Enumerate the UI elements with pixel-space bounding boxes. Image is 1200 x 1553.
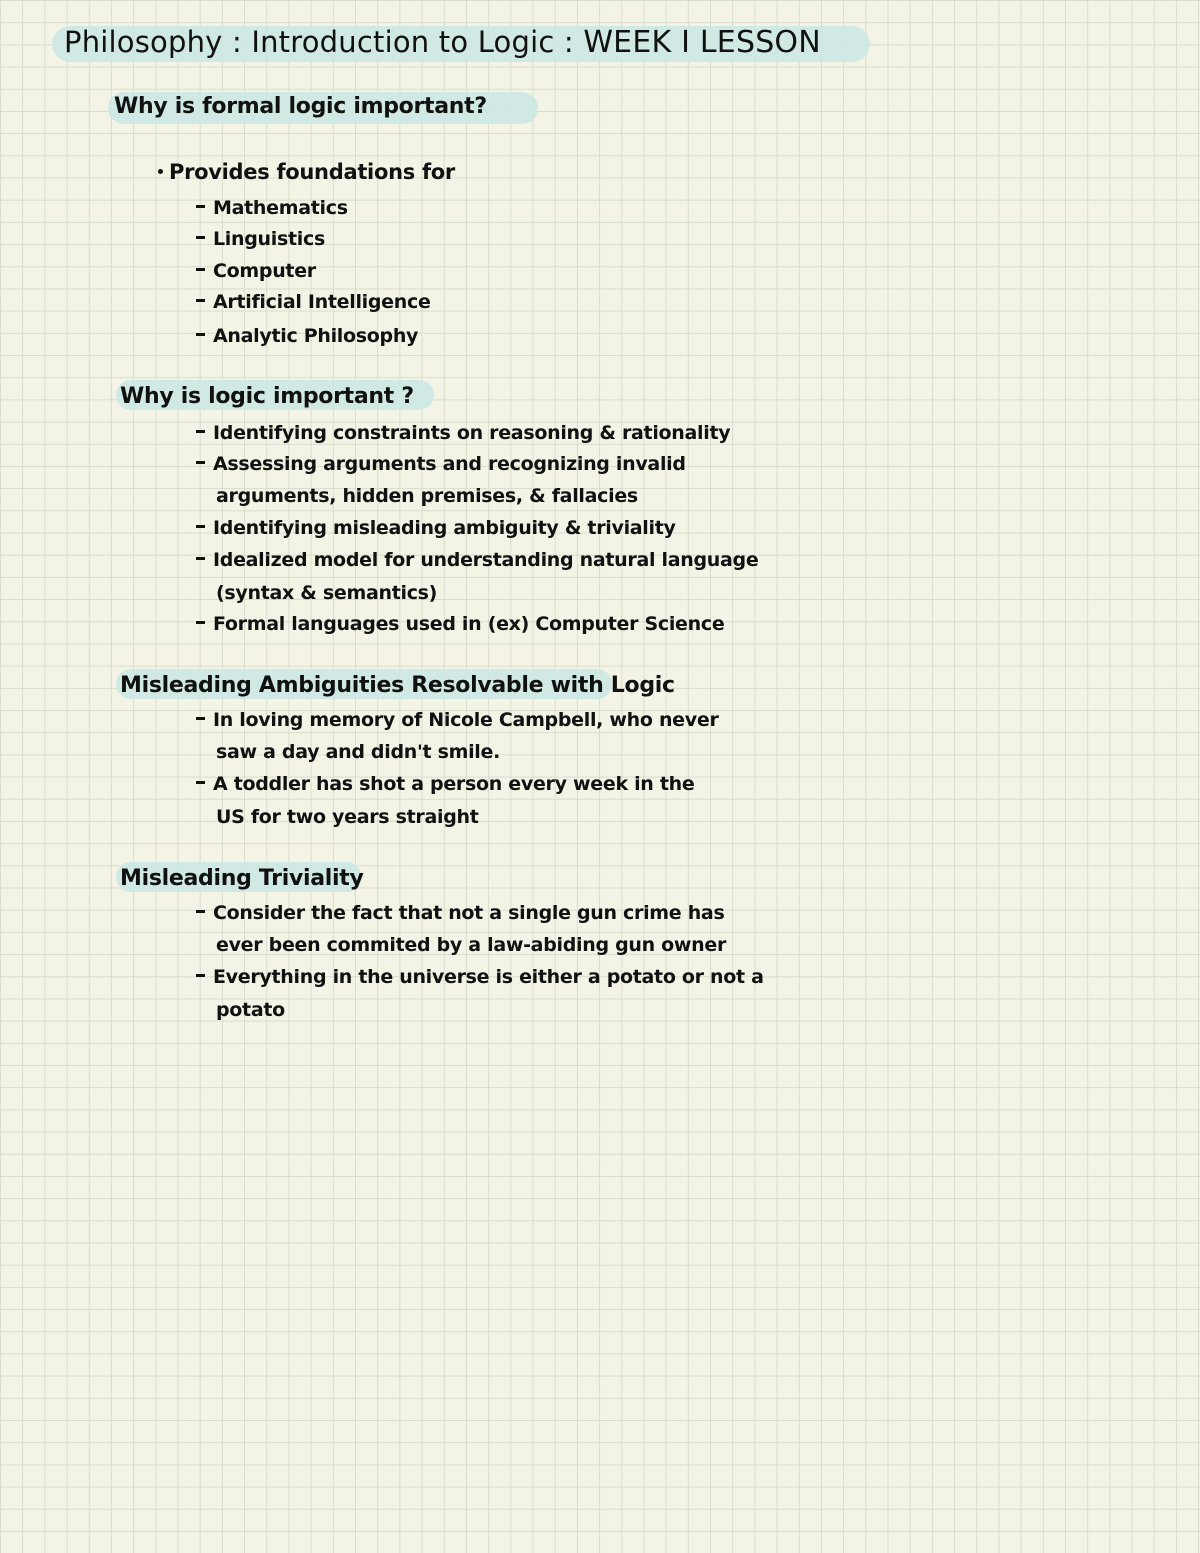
list-item: [196, 327, 418, 346]
dash: [196, 525, 205, 528]
list-item-text: Formal languages used in (ex) Computer Science: [213, 613, 725, 635]
list-item-text: Artificial Intelligence: [213, 291, 431, 313]
list-item-text: Idealized model for understanding natural language: [213, 549, 759, 571]
bullet-dot: [158, 169, 163, 174]
dash: [196, 717, 205, 720]
list-item-text: Identifying constraints on reasoning & rationality: [213, 422, 731, 444]
list-item-text: Consider the fact that not a single gun crime has: [213, 902, 725, 924]
list-item-text: Assessing arguments and recognizing invalid: [213, 453, 686, 475]
list-item-text: Identifying misleading ambiguity & triviality: [213, 517, 676, 539]
dash: [196, 461, 205, 464]
section-1-bullet: [158, 162, 455, 183]
list-item-text: A toddler has shot a person every week in the: [213, 773, 695, 795]
list-item: [196, 615, 724, 634]
list-item: [196, 711, 719, 730]
dash: [196, 268, 205, 271]
list-item-continuation: saw a day and didn't smile.: [216, 741, 501, 763]
dash: [196, 974, 205, 977]
list-item-text: Computer: [213, 260, 316, 282]
dash: [196, 910, 205, 913]
dash: [196, 430, 205, 433]
dash: [196, 205, 205, 208]
section-3-heading: Misleading Ambiguities Resolvable with Logic: [120, 673, 675, 698]
section-1-bullet-text: Provides foundations for: [169, 160, 455, 184]
list-item-text: Everything in the universe is either a potato or not a: [213, 966, 764, 988]
page-title-caps: WEEK I LESSON: [583, 25, 821, 60]
list-item: [196, 775, 694, 794]
list-item-continuation: (syntax & semantics): [216, 582, 438, 604]
section-4-heading: Misleading Triviality: [120, 866, 364, 891]
dash: [196, 333, 205, 336]
dash: [196, 621, 205, 624]
list-item: [196, 551, 758, 570]
list-item: [196, 519, 676, 538]
list-item-continuation: potato: [216, 999, 285, 1021]
list-item: [196, 230, 325, 249]
list-item-text: Linguistics: [213, 228, 325, 250]
dash: [196, 236, 205, 239]
section-1-heading: Why is formal logic important?: [114, 94, 487, 119]
list-item-text: In loving memory of Nicole Campbell, who never: [213, 709, 719, 731]
dash: [196, 299, 205, 302]
list-item: [196, 424, 730, 443]
list-item: [196, 904, 724, 923]
list-item-text: Mathematics: [213, 197, 348, 219]
section-2-heading: Why is logic important ?: [120, 384, 414, 409]
list-item: [196, 293, 431, 312]
list-item: [196, 968, 764, 987]
list-item-continuation: US for two years straight: [216, 806, 479, 828]
list-item: [196, 455, 686, 474]
page-title: [64, 25, 821, 60]
list-item: [196, 262, 316, 281]
list-item-continuation: arguments, hidden premises, & fallacies: [216, 485, 638, 507]
dash: [196, 557, 205, 560]
dash: [196, 781, 205, 784]
page-title-main: Philosophy : Introduction to Logic :: [64, 25, 584, 59]
list-item-text: Analytic Philosophy: [213, 325, 419, 347]
list-item: [196, 199, 348, 218]
list-item-continuation: ever been commited by a law-abiding gun owner: [216, 934, 727, 956]
